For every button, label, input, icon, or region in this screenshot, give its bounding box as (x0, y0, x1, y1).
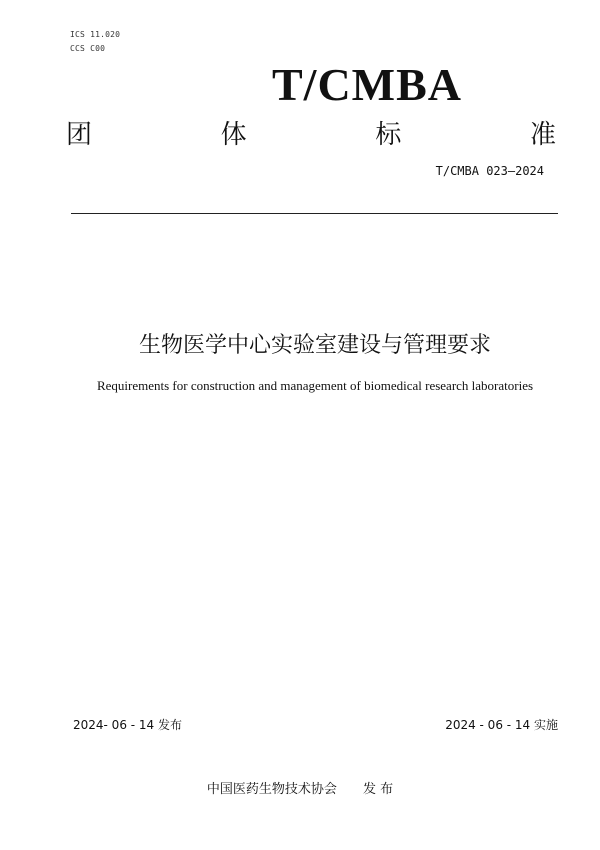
issue-date: 2024- 06 - 14 发布 (73, 718, 182, 732)
standard-type-char-2: 体 (220, 120, 247, 150)
standard-type-char-3: 标 (375, 120, 402, 150)
ccs-code: CCS C00 (70, 44, 106, 53)
publisher-action: 发 布 (362, 782, 394, 797)
ics-code: ICS 11.020 (70, 30, 121, 39)
document-title-chinese: 生物医学中心实验室建设与管理要求 (138, 333, 491, 358)
standard-code: T/CMBA 023—2024 (435, 164, 544, 178)
implementation-date: 2024 - 06 - 14 实施 (445, 718, 558, 732)
standard-type-char-4: 准 (529, 120, 556, 150)
publisher-name: 中国医药生物技术协会 (206, 782, 337, 797)
standard-type-char-1: 团 (66, 120, 93, 150)
publisher-line (0, 778, 600, 797)
standard-type-heading (66, 114, 556, 151)
standard-brand-logo: T/CMBA (272, 59, 462, 110)
header-divider (71, 213, 558, 214)
document-title-english: Requirements for construction and management of biomedical research laboratories (96, 378, 534, 393)
